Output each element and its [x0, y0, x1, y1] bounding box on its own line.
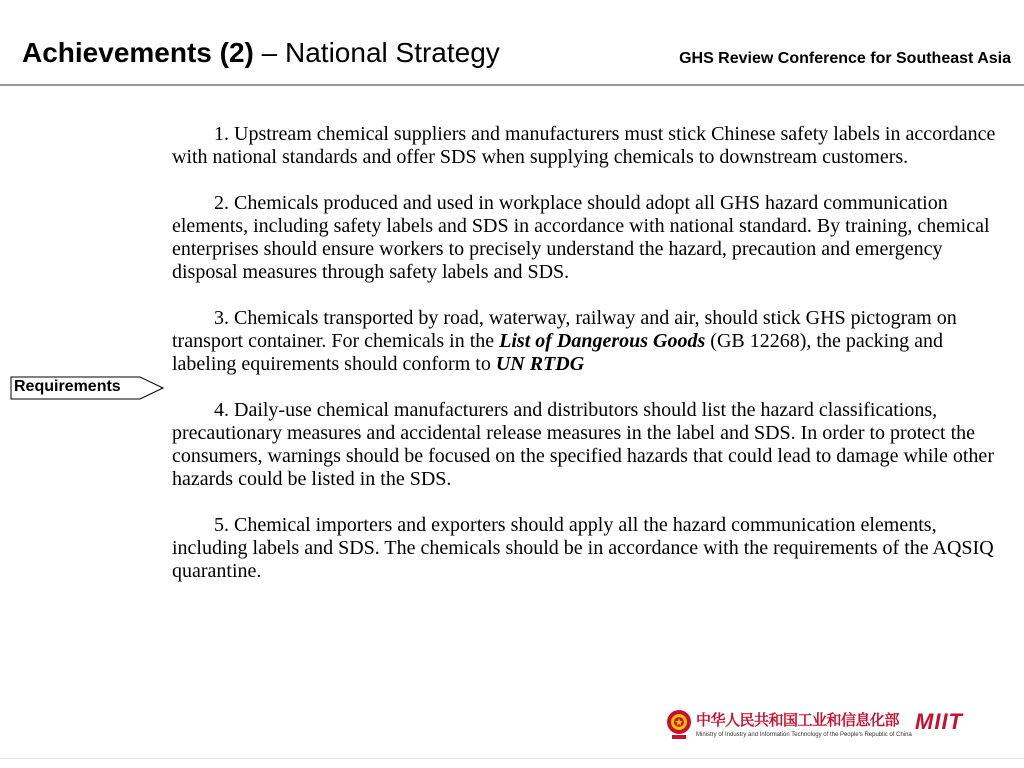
requirement-paragraph-5: 5. Chemical importers and exporters should apply all the hazard communication elements, including labels and SDS. The chemicals should be in accordance with the requirements of the AQSIQ quarantine.	[172, 514, 994, 582]
para3-part2: (GB 12268), the packing and labeling equirements should conform to	[172, 330, 944, 375]
requirement-paragraph-3	[172, 307, 1004, 376]
para3-part1: 3. Chemicals transported by road, waterway, railway and air, should stick GHS pictogram on transport container. For chemicals in the	[172, 307, 957, 352]
miit-logo	[666, 706, 986, 746]
title-rest: – National Strategy	[253, 37, 500, 68]
requirements-list	[172, 123, 1004, 606]
ministry-name-english: Ministry of Industry and Information Technology of the People's Republic of China	[696, 732, 912, 738]
requirements-label: Requirements	[14, 378, 121, 395]
footer-divider	[0, 758, 1024, 768]
title-bold: Achievements (2)	[22, 37, 254, 68]
conference-name: GHS Review Conference for Southeast Asia	[679, 50, 1011, 67]
requirement-paragraph-4: 4. Daily-use chemical manufacturers and distributors should list the hazard classifications, precautionary measures and accidental release measures in the label and SDS. In order to protect the consumers, warnings should be focused on the specified hazards that could lead to damage while other hazards could be listed in the SDS.	[172, 399, 994, 490]
requirement-paragraph-1: 1. Upstream chemical suppliers and manufacturers must stick Chinese safety labels in accordance with national standards and offer SDS when supplying chemicals to downstream customers.	[172, 123, 996, 168]
slide-header	[0, 0, 1024, 86]
miit-acronym: MIIT	[915, 709, 963, 734]
un-rtdg: UN RTDG	[495, 353, 585, 375]
requirements-callout	[10, 376, 164, 400]
national-emblem-icon	[666, 708, 692, 742]
slide-title	[22, 35, 500, 71]
ministry-name-chinese: 中华人民共和国工业和信息化部	[696, 711, 900, 729]
list-of-dangerous-goods: List of Dangerous Goods	[499, 330, 706, 352]
requirement-paragraph-2: 2. Chemicals produced and used in workplace should adopt all GHS hazard communication elements, including safety labels and SDS in accordance with national standard. By training, chemical enterprises should ensure workers to precisely understand the hazard, precaution and emergency disposal measures through safety labels and SDS.	[172, 192, 990, 283]
header-divider	[0, 84, 1024, 86]
